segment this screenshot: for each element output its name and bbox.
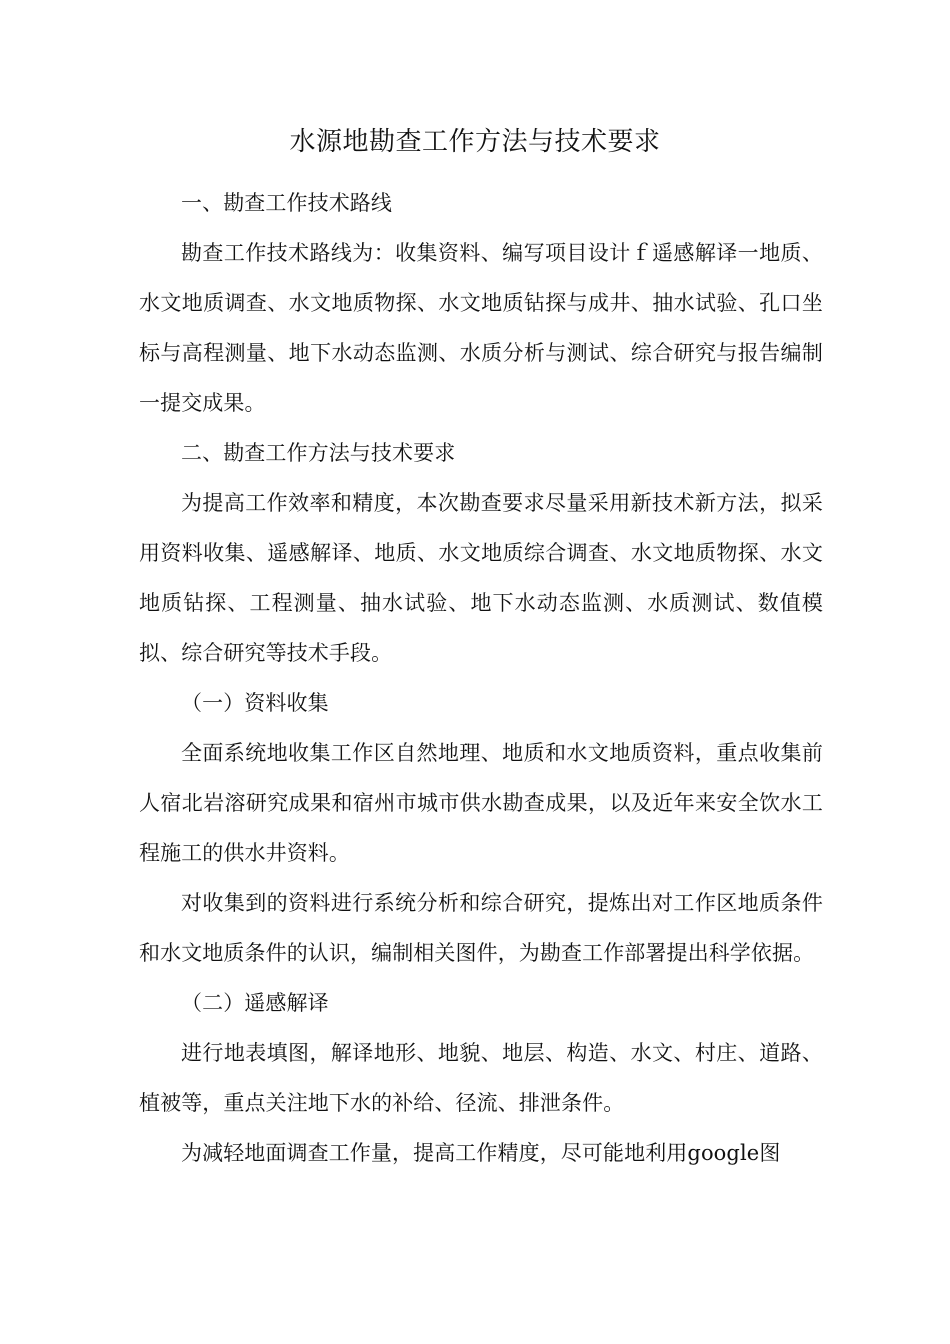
document-title: 水源地勘查工作方法与技术要求: [289, 127, 661, 157]
document-body: [139, 178, 823, 1178]
paragraph-remote-sensing-continued: 为减轻地面调查工作量，提高工作精度，尽可能地利用google图: [181, 1141, 781, 1165]
section-heading-technical-route: 一、勘查工作技术路线: [181, 191, 392, 215]
subsection-heading-remote-sensing: （二）遥感解译: [181, 991, 329, 1015]
section-heading-methods: 二、勘查工作方法与技术要求: [181, 441, 456, 465]
paragraph-data-collection: 全面系统地收集工作区自然地理、地质和水文地质资料，重点收集前人宿北岩溶研究成果和宿州市城市供水勘查成果，以及近年来安全饮水工程施工的供水井资料。: [139, 741, 823, 865]
paragraph-data-analysis: 对收集到的资料进行系统分析和综合研究，提炼出对工作区地质条件和水文地质条件的认识，编制相关图件，为勘查工作部署提出科学依据。: [139, 891, 823, 965]
paragraph-methods-overview: 为提高工作效率和精度，本次勘查要求尽量采用新技术新方法，拟采用资料收集、遥感解译、地质、水文地质综合调查、水文地质物探、水文地质钻探、工程测量、抽水试验、地下水动态监测、水质测试、数值模拟、综合研究等技术手段。: [139, 491, 823, 665]
subsection-heading-data-collection: （一）资料收集: [181, 691, 329, 715]
paragraph-technical-route: 勘查工作技术路线为：收集资料、编写项目设计ｆ遥感解译一地质、水文地质调查、水文地质物探、水文地质钻探与成井、抽水试验、孔口坐标与高程测量、地下水动态监测、水质分析与测试、综合研究与报告编制一提交成果。: [139, 241, 823, 415]
paragraph-remote-sensing: 进行地表填图，解译地形、地貌、地层、构造、水文、村庄、道路、植被等，重点关注地下水的补给、径流、排泄条件。: [139, 1041, 823, 1115]
